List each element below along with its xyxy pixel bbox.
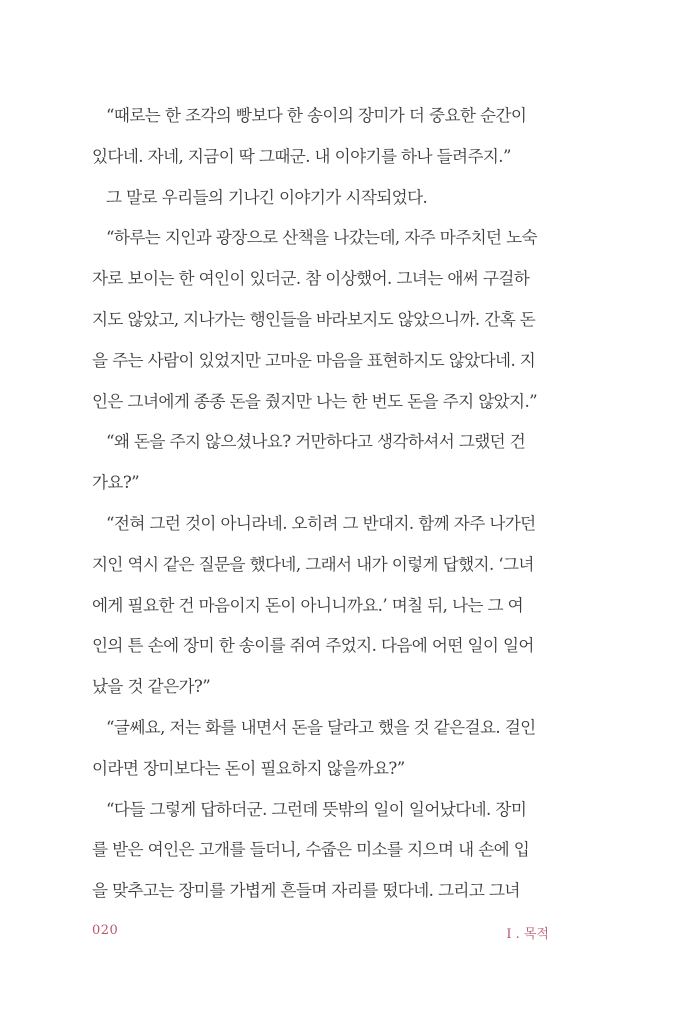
text-line: “다들 그렇게 답하더군. 그런데 뜻밖의 일이 일어났다네. 장미: [106, 799, 527, 819]
text-line: 인의 튼 손에 장미 한 송이를 쥐여 주었지. 다음에 어떤 일이 일어: [92, 636, 534, 656]
text-line: “왜 돈을 주지 않으셨나요? 거만하다고 생각하셔서 그랬던 건: [106, 432, 526, 452]
text-line: 을 주는 사람이 있었지만 고마운 마음을 표현하지도 않았다네. 지: [92, 350, 536, 370]
text-line: 지도 않았고, 지나가는 행인들을 바라보지도 않았으니까. 간혹 돈: [92, 309, 536, 329]
text-line: “글쎄요, 저는 화를 내면서 돈을 달라고 했을 것 같은걸요. 걸인: [106, 717, 536, 737]
text-line: 그 말로 우리들의 기나긴 이야기가 시작되었다.: [106, 187, 428, 207]
text-line: 인은 그녀에게 종종 돈을 줬지만 나는 한 번도 돈을 주지 않았지.”: [92, 391, 538, 411]
body-text: [92, 96, 555, 912]
text-line: 자로 보이는 한 여인이 있더군. 참 이상했어. 그녀는 애써 구걸하: [92, 269, 530, 289]
chapter-title: I . 목적: [506, 927, 549, 942]
page-number: 020: [92, 923, 119, 938]
text-line: 지인 역시 같은 질문을 했다네, 그래서 내가 이렇게 답했지. ‘그녀: [92, 554, 534, 574]
text-line: 가요?”: [92, 473, 140, 493]
text-line: “때로는 한 조각의 빵보다 한 송이의 장미가 더 중요한 순간이: [106, 106, 527, 125]
text-line: 를 받은 여인은 고개를 들더니, 수줍은 미소를 지으며 내 손에 입: [92, 840, 530, 860]
text-line: 을 맞추고는 장미를 가볍게 흔들며 자리를 떴다네. 그리고 그녀: [92, 881, 520, 901]
text-line: 이라면 장미보다는 돈이 필요하지 않을까요?”: [92, 758, 405, 778]
text-line: 났을 것 같은가?”: [92, 677, 211, 697]
text-line: “전혀 그런 것이 아니라네. 오히려 그 반대지. 함께 자주 나가던: [106, 513, 536, 533]
text-line: 에게 필요한 건 마음이지 돈이 아니니까요.’ 며칠 뒤, 나는 그 여: [92, 595, 524, 615]
text-line: “하루는 지인과 광장으로 산책을 나갔는데, 자주 마주치던 노숙: [106, 228, 538, 248]
text-line: 있다네. 자네, 지금이 딱 그때군. 내 이야기를 하나 들려주지.”: [92, 146, 511, 166]
